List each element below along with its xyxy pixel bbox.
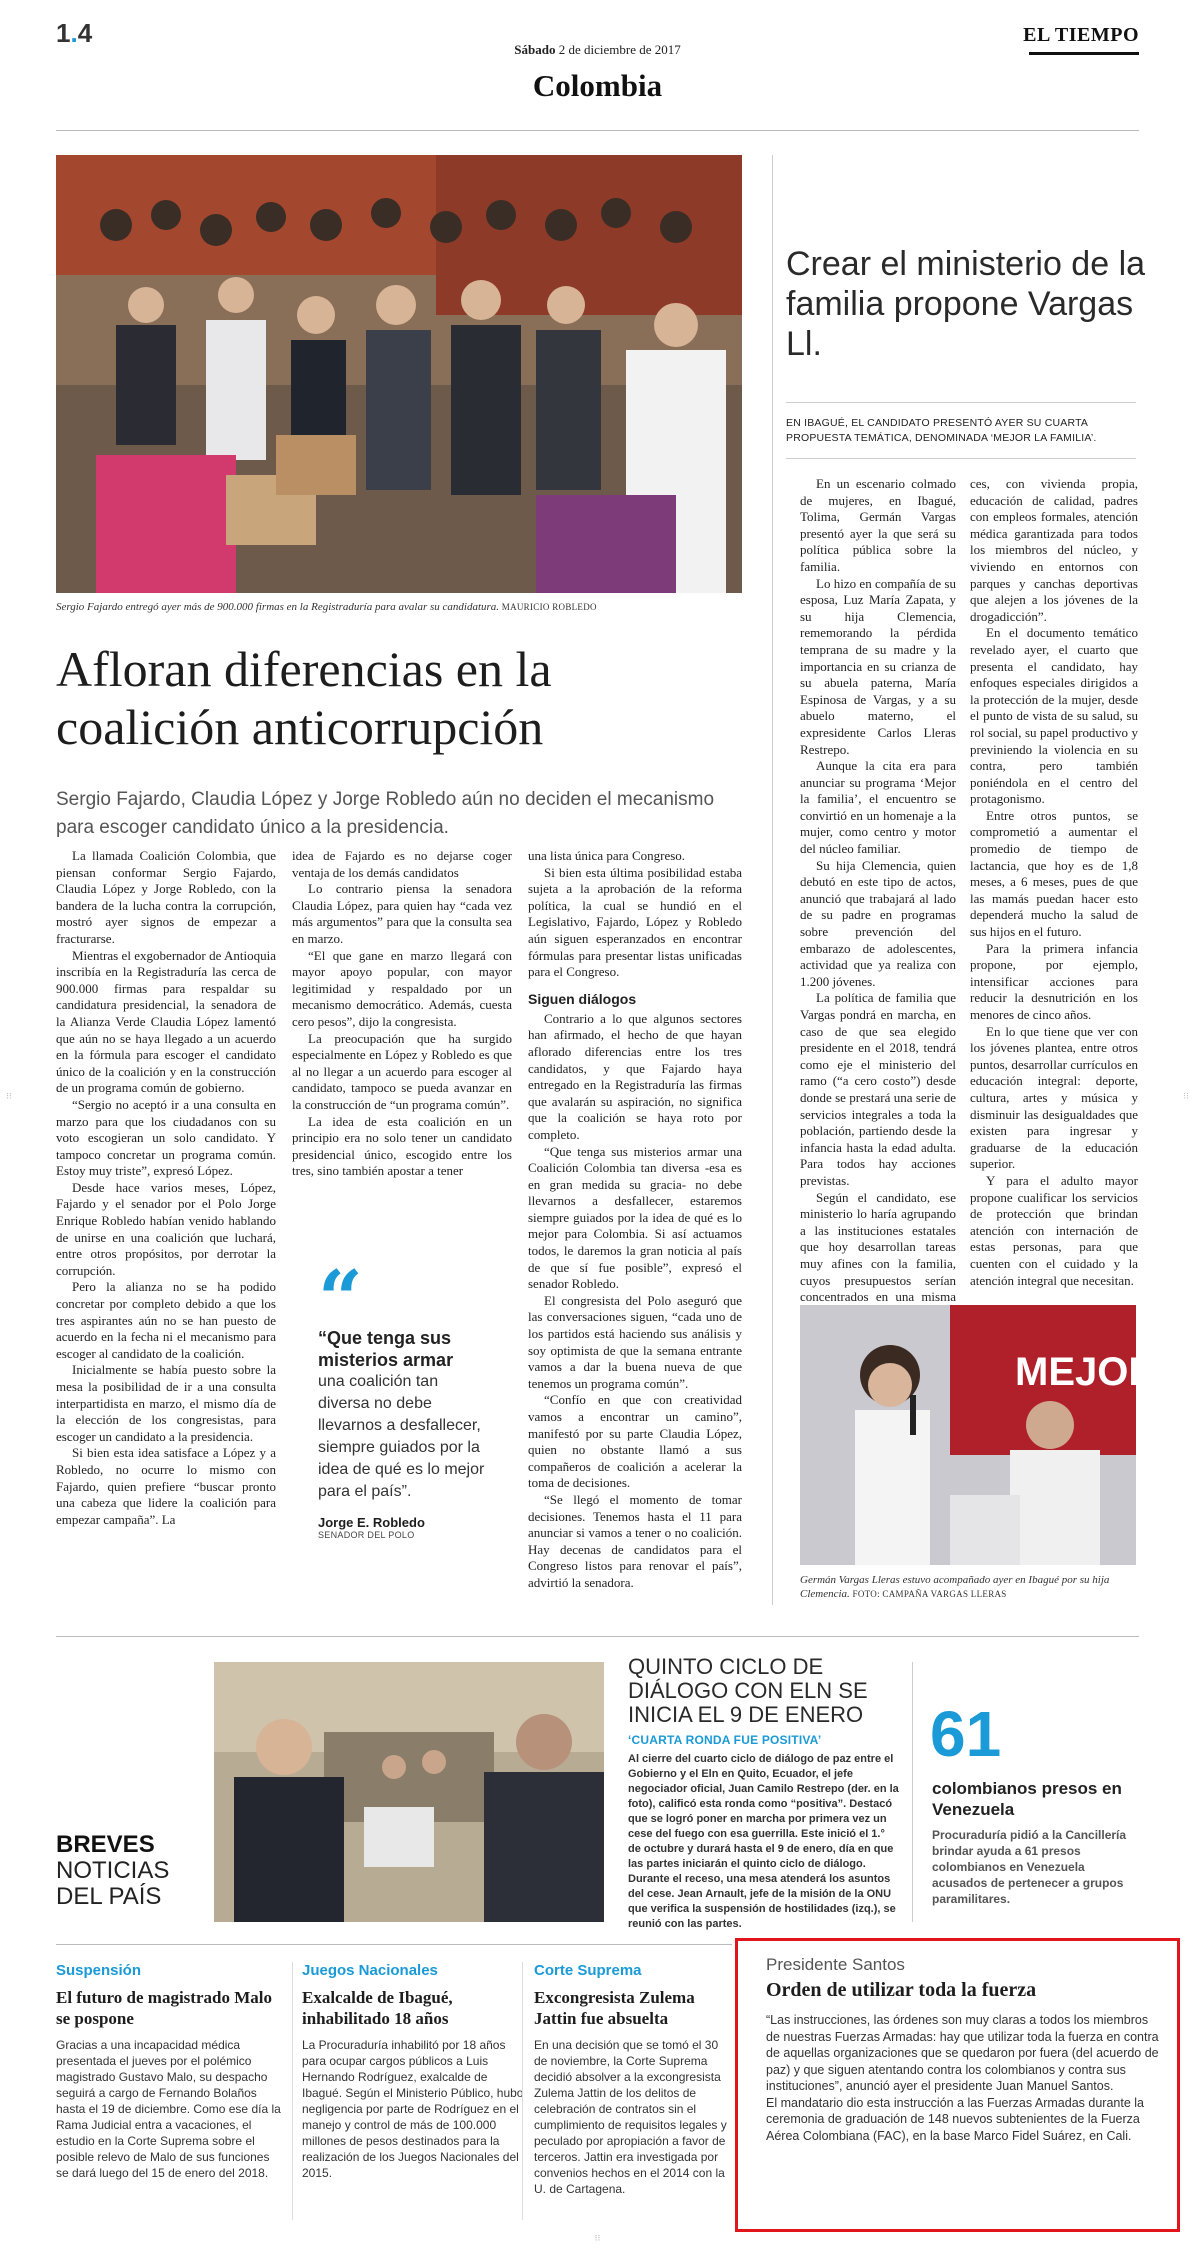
brief-corte bbox=[534, 1962, 730, 2197]
eln-headline: QUINTO CICLO DE DIÁLOGO CON ELN SE INICIA EL 9 DE ENERO bbox=[628, 1654, 868, 1727]
paragraph: “Confío en que con creatividad vamos a encontrar un camino”, manifestó por su parte Claudia López, quien no obstante llamó a sus compañeros de coalición a acelerar la toma de decisiones. bbox=[528, 1392, 742, 1491]
paragraph: una lista única para Congreso. bbox=[528, 848, 686, 863]
briefs-divider bbox=[56, 1944, 732, 1945]
stat-number: 61 bbox=[930, 1698, 1002, 1770]
banner-text: MEJOR bbox=[1015, 1350, 1158, 1394]
vargas-caption-text: Germán Vargas Lleras estuvo acompañado ayer en Ibagué por su hija Clemencia. bbox=[800, 1574, 1110, 1600]
right-column-1 bbox=[800, 476, 956, 1372]
eln-body: Al cierre del cuarto ciclo de diálogo de paz entre el Gobierno y el Eln en Quito, Ecuador, el jefe negociador oficial, Juan Camilo Restrepo (der. en la foto), calificó esta ronda como “positiva”. Destacó que se logró poner en marcha por primera vez un cese del fuego con esa guerrilla. Este inició el 1.° de octubre y durará hasta el 9 de enero, día en que las partes iniciarán el quinto ciclo de diálogo. Durante el receso, una mesa atenderá los asuntos del cese. Jean Arnault, jefe de la misión de la ONU que verifica la suspensión de hostilidades (izq.), se reunió con las partes. bbox=[628, 1753, 899, 1930]
breves-divider bbox=[56, 1636, 1139, 1637]
main-headline: Afloran diferencias en la coalición anticorrupción bbox=[56, 641, 552, 755]
vargas-photo bbox=[800, 1305, 1158, 1565]
page-number-dot: . bbox=[70, 18, 78, 48]
paragraph: Para la primera infancia propone, por ejemplo, intensificar acciones para reducir la desnutrición en los menores de cinco años. bbox=[970, 940, 1138, 1022]
paragraph: Lo hizo en compañía de su esposa, Luz María Zapata, y su hija Clemencia, rememorando la pérdida temprana de su madre y la importancia en su crianza de su abuela paterna, María Espinosa de Vargas, y a su abuelo materno, el expresidente Carlos Lleras Restrepo. bbox=[800, 575, 956, 757]
brief-text: En una decisión que se tomó el 30 de noviembre, la Corte Suprema decidió absolver a la excongresista Zulema Jattin de los delitos de celebración de contratos sin el cumplimiento de requisitos legales y peculado por apropiación a favor de terceros. Jattin era investigada por convenios hechos en el 2014 con la U. de Cartagena. bbox=[534, 2038, 727, 2196]
santos-paragraph-2: El mandatario dio esta instrucción a las Fuerzas Armadas durante la ceremonia de graduación de 148 nuevos subtenientes de la Fuerza Aérea Colombiana (FAC), en la base Marco Fidel Suárez, en Cali. bbox=[766, 2095, 1144, 2143]
paragraph: La preocupación que ha surgido especialmente en López y Robledo es que al no llegar a un acuerdo para escoger al candidato, tampoco se pueda avanzar en la construcción de “un programa común”. bbox=[292, 1030, 512, 1112]
date-rest: 2 de diciembre de 2017 bbox=[558, 42, 681, 57]
brief-divider bbox=[522, 1962, 523, 2220]
breves-title-line3: DEL PAÍS bbox=[56, 1883, 162, 1910]
issue-date bbox=[0, 42, 1195, 58]
paragraph: La llamada Coalición Colombia, que piensan conformar Sergio Fajardo, Claudia López y Jorge Robledo, con la bandera de la lucha contra la corrupción, mostró ayer signos de empezar a fracturarse. bbox=[56, 848, 276, 946]
newspaper-brand: EL TIEMPO bbox=[1023, 24, 1139, 46]
brief-kicker: Corte Suprema bbox=[534, 1962, 642, 1979]
brief-text: Gracias a una incapacidad médica presentada el jueves por el polémico magistrado Gustavo Malo, su despacho seguirá a cargo de Fernando Bolaños hasta el 19 de diciembre. Como ese día la Rama Judicial entra a vacaciones, el estudio en la Corte Suprema sobre el posible relevo de Malo de sus funciones se dará luego del 15 de enero del 2018. bbox=[56, 2038, 281, 2180]
registration-mark-icon: ⁝⁝ bbox=[594, 2234, 601, 2244]
brief-headline: El futuro de magistrado Malo se pospone bbox=[56, 1988, 272, 2028]
brand-rule bbox=[1029, 52, 1139, 55]
paragraph: La idea de esta coalición en un principio era no solo tener un candidato presidencial único, escogido entre los tres, sino también apostar a tener bbox=[292, 1113, 512, 1179]
kicker-rule-bottom bbox=[786, 458, 1136, 459]
main-story-photo bbox=[56, 155, 742, 593]
main-column-3 bbox=[528, 848, 742, 1592]
main-photo-caption bbox=[56, 601, 742, 613]
pull-quote-body: una coalición tan diversa no debe llevarnos a desfallecer, siempre guiados por la idea de qué es lo mejor para el país”. bbox=[318, 1373, 485, 1500]
paragraph: “Se llegó el momento de tomar decisiones. Tenemos hasta el 11 para anunciar si vamos a tener o no coalición. Hay decenas de candidatos para el Congreso listos para renovar el país”, advirtió la senadora. bbox=[528, 1491, 742, 1590]
kicker-rule-top bbox=[786, 402, 1136, 403]
brief-text: La Procuraduría inhabilitó por 18 años para ocupar cargos públicos a Luis Hernando Rodríguez, exalcalde de Ibagué. Según el Ministerio Público, hubo negligencia por parte de Rodríguez en el manejo y control de más de 100.000 millones de pesos destinados para la realización de los Juegos Nacionales del 2015. bbox=[302, 2038, 524, 2180]
date-day: Sábado bbox=[514, 42, 556, 57]
paragraph: Desde hace varios meses, López, Fajardo y el senador por el Polo Jorge Enrique Robledo habían venido hablando de unirse en una coalición que luchará, entre otros propósitos, por derrotar la corrupción. bbox=[56, 1179, 276, 1278]
paragraph: Mientras el exgobernador de Antioquia inscribía en la Registraduría las cerca de 900.000 firmas para respaldar su candidatura presidencial, la senadora de la Alianza Verde Claudia López lamentó que aún no se haya llegado a un acuerdo en la fórmula para escoger el candidato único de la coalición y en la construcción de un programa común de gobierno. bbox=[56, 947, 276, 1096]
paragraph: “Sergio no aceptó ir a una consulta en marzo para que los ciudadanos con su voto escogieran un solo candidato. Y tampoco concretar un programa común. Estoy muy triste”, expresó López. bbox=[56, 1096, 276, 1179]
quote-mark-icon: “ bbox=[318, 1254, 363, 1345]
paragraph: Si bien esta idea satisface a López y a Robledo, no ocurre lo mismo con Fajardo, quien prefiere “buscar pronto una cabeza que lidere la coalición para empezar campaña”. La bbox=[56, 1445, 276, 1527]
breves-title bbox=[56, 1831, 170, 1910]
paragraph: En un escenario colmado de mujeres, en Ibagué, Tolima, Germán Vargas presentó ayer la que será su política pública sobre la familia. bbox=[800, 476, 956, 574]
eln-photo bbox=[214, 1662, 604, 1922]
main-deck: Sergio Fajardo, Claudia López y Jorge Robledo aún no deciden el mecanismo para escoger candidato único a la presidencia. bbox=[56, 789, 715, 838]
section-title: Colombia bbox=[532, 68, 663, 103]
brief-divider bbox=[292, 1962, 293, 2220]
paragraph: El congresista del Polo aseguró que las conversaciones siguen, “cada uno de los partidos está haciendo sus análisis y soy optimista de que la semana entrante vamos a dar la buena nueva de que tenemos un programa común”. bbox=[528, 1292, 742, 1391]
brief-juegos bbox=[302, 1962, 530, 2181]
santos-paragraph-1: “Las instrucciones, las órdenes son muy claras a todos los miembros de nuestras Fuerzas Armadas: hay que utilizar toda la fuerza en contra de aquellas organizaciones que se quedaron por fuera (del acuerdo de paz) y que siguen atentando contra los colombianos y contra sus instituciones”, anunció ayer el presidente Juan Manuel Santos. bbox=[766, 2013, 1159, 2093]
main-column-2 bbox=[292, 848, 512, 1180]
brief-kicker: Juegos Nacionales bbox=[302, 1962, 438, 1979]
paragraph: Si bien esta última posibilidad estaba sujeta a la aprobación de la reforma política, la cual se hundió en el Legislativo, Fajardo, López y Robledo aún siguen esperanzados en encontrar fórmulas para presentar listas unificadas para el Congreso. bbox=[528, 864, 742, 980]
right-headline: Crear el ministerio de la familia propone Vargas Ll. bbox=[786, 245, 1146, 363]
main-photo-caption-text: Sergio Fajardo entregó ayer más de 900.000 firmas en la Registraduría para avalar su candidatura. bbox=[56, 601, 500, 613]
paragraph: ces, con vivienda propia, educación de calidad, padres con empleos formales, atención médica garantizada para todos los miembros del núcleo, y viviendo en entornos con parques y canchas deportivas que alejen a los jóvenes de la drogadicción”. bbox=[970, 476, 1138, 624]
vargas-photo-credit: FOTO: CAMPAÑA VARGAS LLERAS bbox=[852, 1589, 1007, 1599]
subhead: Siguen diálogos bbox=[528, 990, 637, 1007]
brief-headline: Exalcalde de Ibagué, inhabilitado 18 años bbox=[302, 1988, 453, 2028]
paragraph: La política de familia que Vargas pondrá en marcha, en caso de que sea elegido presidente en el 2018, tendrá como eje el ministerio del ramo (“a cero costo”) desde donde se prestará una serie de servicios integrales a toda la población, partiendo desde la infancia hasta la edad adulta. Para todos hay acciones previstas. bbox=[800, 990, 956, 1188]
column-divider bbox=[772, 155, 773, 1605]
stat-label: colombianos presos en Venezuela bbox=[932, 1779, 1122, 1819]
eln-subhead: ‘CUARTA RONDA FUE POSITIVA’ bbox=[628, 1733, 822, 1747]
page-number-sub: 4 bbox=[77, 18, 93, 48]
pull-quote-lead: “Que tenga sus misterios armar bbox=[318, 1328, 454, 1370]
pull-quote bbox=[318, 1254, 493, 1540]
santos-headline: Orden de utilizar toda la fuerza bbox=[766, 1979, 1037, 2001]
page-number-main: 1 bbox=[56, 18, 71, 48]
paragraph: Lo contrario piensa la senadora Claudia López, para quien hay “cada vez más argumentos” para que la consulta sea en marzo. bbox=[292, 881, 512, 946]
paragraph: Entre otros puntos, se comprometió a aumentar el promedio de tiempo de lactancia, que hoy es de 1,8 meses, a 6 meses, pues de que las mamás puedan hacer esto dependerá mucho la salud de sus hijos en el futuro. bbox=[970, 807, 1138, 940]
breves-title-line2: NOTICIAS bbox=[56, 1857, 170, 1884]
header-divider bbox=[56, 130, 1139, 131]
paragraph: En el documento temático revelado ayer, el cuarto que presenta el candidato, hay enfoques especiales dirigidos a la protección de la mujer, desde el punto de vista de su salud, su rol social, su papel productivo y previniendo la violencia en su contra, pero también poniéndola en el centro del protagonismo. bbox=[970, 625, 1138, 807]
paragraph: Pero la alianza no se ha podido concretar por completo debido a que los tres aspirantes aún no se han puesto de acuerdo en la fecha ni el mecanismo para escoger al candidato de la coalición. bbox=[56, 1279, 276, 1361]
brief-kicker: Suspensión bbox=[56, 1962, 142, 1979]
paragraph: Su hija Clemencia, quien debutó en este tipo de actos, anunció que trabajará al lado de su padre en programas sobre prevención del embarazo de adolescentes, actividad que ya realiza con 1.200 jóvenes. bbox=[800, 857, 956, 989]
paragraph: Inicialmente se había puesto sobre la mesa la posibilidad de ir a una consulta interpartidista en marzo, el mismo día de la elección de los congresistas, para escoger un candidato a la presidencia. bbox=[56, 1362, 276, 1444]
paragraph: En lo que tiene que ver con los jóvenes plantea, entre otros puntos, desarrollar currículos en educación integral: deporte, cultura, artes y música y disminuir las desigualdades que existen para ingresar y graduarse de la educación superior. bbox=[970, 1023, 1138, 1172]
paragraph: Contrario a lo que algunos sectores han afirmado, el hecho de que hayan aflorado diferencias entre los tres candidatos, y que Fajardo haya entregado en la Registraduría las firmas que avalarán su aspiración, no significa que la coalición se haya roto por completo. bbox=[528, 1010, 742, 1142]
breves-title-bold: BREVES bbox=[56, 1831, 155, 1858]
paragraph: Según el candidato, ese ministerio lo haría agrupando a las instituciones estatales que hoy desarrollan tareas muy afines con la familia, cuyos presupuestos serían concentrados en una misma bbox=[800, 1189, 956, 1305]
eln-divider bbox=[912, 1662, 913, 1922]
main-column-1 bbox=[56, 848, 276, 1528]
paragraph: “Que tenga sus misterios armar una Coalición Colombia tan diversa -esa es en gran medida su gracia- no debe llevarnos a desfallecer, estaremos siempre guiados por la idea de qué es lo mejor para Colombia. Si así actuamos todos, le daremos la gran noticia al país de que sí fue posible”, expresó el senador Robledo. bbox=[528, 1143, 742, 1292]
right-kicker: EN IBAGUÉ, EL CANDIDATO PRESENTÓ AYER SU CUARTA PROPUESTA TEMÁTICA, DENOMINADA ‘MEJOR LA FAMILIA’. bbox=[786, 417, 1097, 444]
paragraph: Y para el adulto mayor propone cualificar los servicios de protección que brindan atención con internación de estas personas, para que cuenten con el cuidado y la atención integral que necesitan. bbox=[970, 1172, 1138, 1288]
santos-highlight-box bbox=[735, 1938, 1180, 2232]
brief-suspension bbox=[56, 1962, 284, 2181]
crowd-photo-illustration bbox=[56, 155, 742, 593]
registration-mark-icon: ⁝⁝ bbox=[6, 1092, 12, 1102]
main-photo-credit: MAURICIO ROBLEDO bbox=[501, 602, 597, 612]
registration-mark-icon: ⁝⁝ bbox=[1183, 1092, 1189, 1102]
santos-kicker: Presidente Santos bbox=[766, 1955, 905, 1974]
paragraph: idea de Fajardo es no dejarse coger ventaja de los demás candidatos bbox=[292, 848, 512, 880]
pull-quote-role: SENADOR DEL POLO bbox=[318, 1530, 415, 1540]
paragraph: “El que gane en marzo llegará con mayor apoyo popular, con mayor legitimidad y respaldado por un mecanismo democrático. Además, cuesta cero pesos”, dijo la congresista. bbox=[292, 947, 512, 1029]
vargas-photo-caption bbox=[800, 1573, 1136, 1601]
event-photo-illustration bbox=[800, 1305, 1158, 1565]
meeting-photo-illustration bbox=[214, 1662, 604, 1922]
pull-quote-author: Jorge E. Robledo bbox=[318, 1515, 425, 1530]
brief-headline: Excongresista Zulema Jattin fue absuelta bbox=[534, 1988, 695, 2028]
right-column-2 bbox=[970, 476, 1138, 1289]
stat-body: Procuraduría pidió a la Cancillería brindar ayuda a 61 presos colombianos en Venezuela acusados de pertenecer a grupos paramilitares. bbox=[932, 1828, 1127, 1906]
paragraph: Aunque la cita era para anunciar su programa ‘Mejor la familia’, el encuentro se convirtió en un homenaje a la mujer, como centro y motor del núcleo familiar. bbox=[800, 758, 956, 857]
